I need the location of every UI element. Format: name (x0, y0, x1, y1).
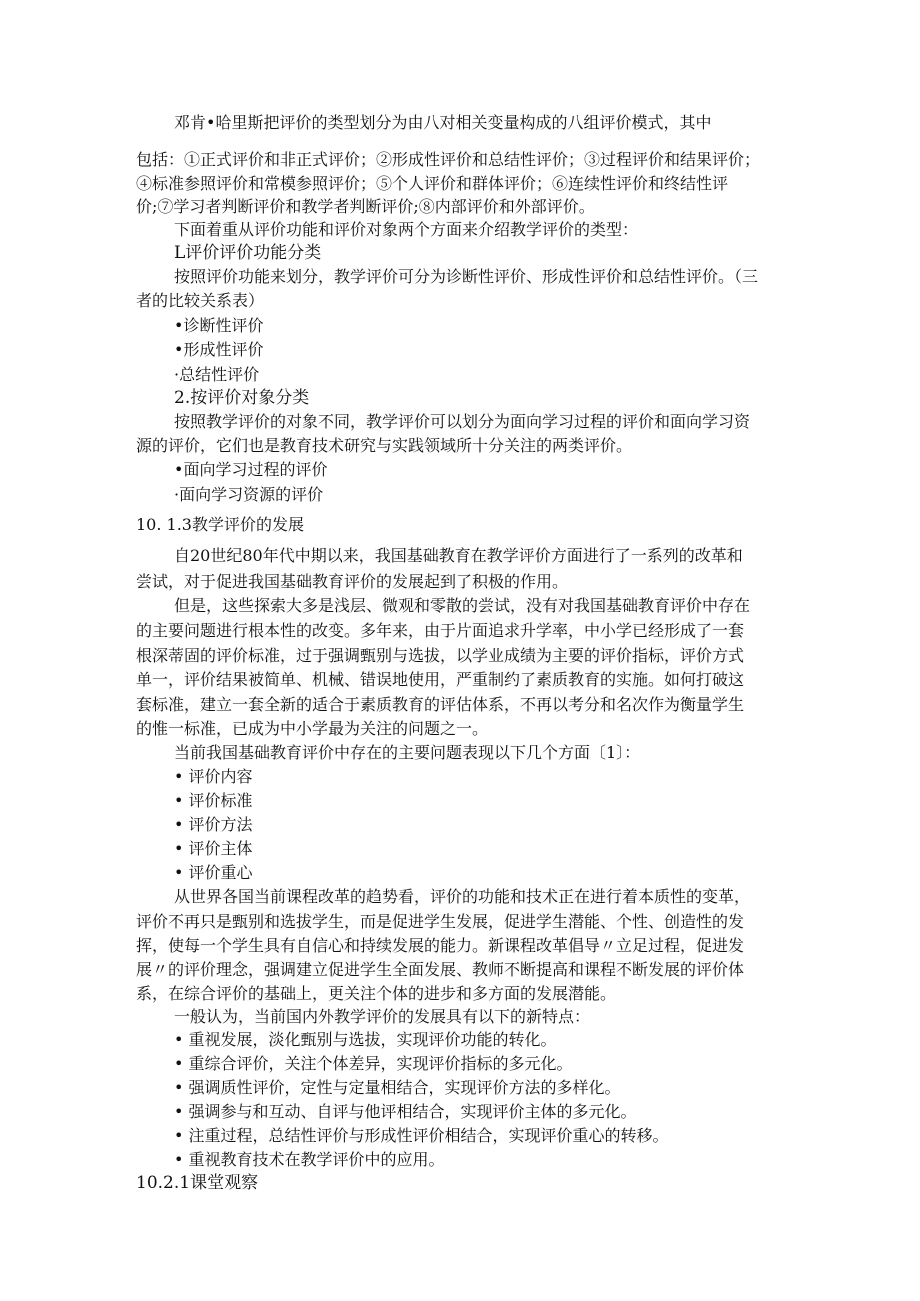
section-3-p2-line-1: 但是，这些探索大多是浅层、微观和零散的尝试，没有对我国基础教育评价中存在 (174, 596, 751, 615)
section-3-p1-line-2: 尝试，对于促进我国基础教育评价的发展起到了积极的作用。 (136, 572, 569, 591)
intro-line-1: 邓肯•哈里斯把评价的类型划分为由八对相关变量构成的八组评价模式，其中 (174, 113, 712, 132)
section-1-paragraph-line-2: 者的比较关系表） (136, 291, 265, 310)
section-3-p3: 当前我国基础教育评价中存在的主要问题表现以下几个方面〔1〕： (174, 743, 641, 762)
section-3-p4-line-3: 挥，使每一个学生具有自信心和持续发展的能力。新课程改革倡导〃立足过程，促进发 (136, 936, 745, 955)
intro-line-4: 价;⑦学习者判断评价和教学者判断评价;⑧内部评价和外部评价。 (136, 197, 595, 216)
intro-line-2: 包括：①正式评价和非正式评价；②形成性评价和总结性评价；③过程评价和结果评价； (136, 150, 761, 169)
section-3-p4-line-4: 展〃的评价理念，强调建立促进学生全面发展、教师不断提高和课程不断发展的评价体 (136, 960, 745, 979)
section-3-p4-line-2: 评价不再只是甄别和选拔学生，而是促进学生发展，促进学生潜能、个性、创造性的发 (136, 912, 745, 931)
problem-item-content: • 评价内容 (174, 767, 253, 786)
section-3-p2-line-3: 根深蒂固的评价标准，过于强调甄别与选拔，以学业成绩为主要的评价指标，评价方式 (136, 646, 745, 665)
section-2-item-process: •面向学习过程的评价 (174, 460, 328, 479)
section-2-paragraph-line-1: 按照教学评价的对象不同，教学评价可以划分为面向学习过程的评价和面向学习资 (174, 412, 751, 431)
section-3-p5: 一般认为，当前国内外教学评价的发展具有以下的新特点： (174, 1007, 591, 1026)
section-1-item-summative: ·总结性评价 (174, 365, 260, 384)
section-4-heading: 10.2.1课堂观察 (136, 1173, 259, 1193)
feature-item-4: • 强调参与和互动、自评与他评相结合，实现评价主体的多元化。 (174, 1102, 637, 1121)
section-3-p2-line-4: 单一，评价结果被简单、机械、错误地使用，严重制约了素质教育的实施。如何打破这 (136, 670, 745, 689)
problem-item-focus: • 评价重心 (174, 863, 253, 882)
section-1-item-formative: •形成性评价 (174, 340, 264, 359)
section-3-p2-line-2: 的主要问题进行根本性的改变。多年来，由于片面追求升学率，中小学已经形成了一套 (136, 621, 745, 640)
problem-item-standard: • 评价标准 (174, 791, 253, 810)
section-3-p2-line-5: 套标准，建立一套全新的适合于素质教育的评估体系，不再以考分和名次作为衡量学生 (136, 695, 745, 714)
feature-item-5: • 注重过程，总结性评价与形成性评价相结合，实现评价重心的转移。 (174, 1126, 669, 1145)
intro-line-3: ④标准参照评价和常模参照评价；⑤个人评价和群体评价；⑥连续性评价和终结性评 (136, 174, 729, 193)
problem-item-subject: • 评价主体 (174, 839, 253, 858)
section-1-item-diagnostic: •诊断性评价 (174, 316, 264, 335)
intro-line-5: 下面着重从评价功能和评价对象两个方面来介绍教学评价的类型： (174, 220, 639, 239)
section-3-heading: 10. 1.3教学评价的发展 (136, 515, 304, 534)
feature-item-2: • 重综合评价，关注个体差异，实现评价指标的多元化。 (174, 1054, 573, 1073)
section-3-p4-line-1: 从世界各国当前课程改革的趋势看，评价的功能和技术正在进行着本质性的变革， (174, 887, 751, 906)
section-3-p4-line-5: 系，在综合评价的基础上，更关注个体的进步和多方面的发展潜能。 (136, 984, 617, 1003)
section-2-heading: 2.按评价对象分类 (174, 388, 310, 408)
section-1-heading: L评价评价功能分类 (174, 243, 322, 263)
section-3-p2-line-6: 的惟一标准，已成为中小学最为关注的问题之一。 (136, 719, 489, 738)
section-3-p1-line-1: 自20世纪80年代中期以来，我国基础教育在教学评价方面进行了一系列的改革和 (174, 546, 743, 565)
feature-item-6: • 重视教育技术在教学评价中的应用。 (174, 1150, 445, 1169)
feature-item-1: • 重视发展，淡化甄别与选拔，实现评价功能的转化。 (174, 1030, 557, 1049)
section-2-paragraph-line-2: 源的评价，它们也是教育技术研究与实践领域所十分关注的两类评价。 (136, 436, 633, 455)
section-2-item-resource: ·面向学习资源的评价 (174, 485, 324, 504)
section-1-paragraph-line-1: 按照评价功能来划分，教学评价可分为诊断性评价、形成性评价和总结性评价。（三 (174, 267, 759, 286)
problem-item-method: • 评价方法 (174, 815, 253, 834)
feature-item-3: • 强调质性评价，定性与定量相结合，实现评价方法的多样化。 (174, 1078, 621, 1097)
